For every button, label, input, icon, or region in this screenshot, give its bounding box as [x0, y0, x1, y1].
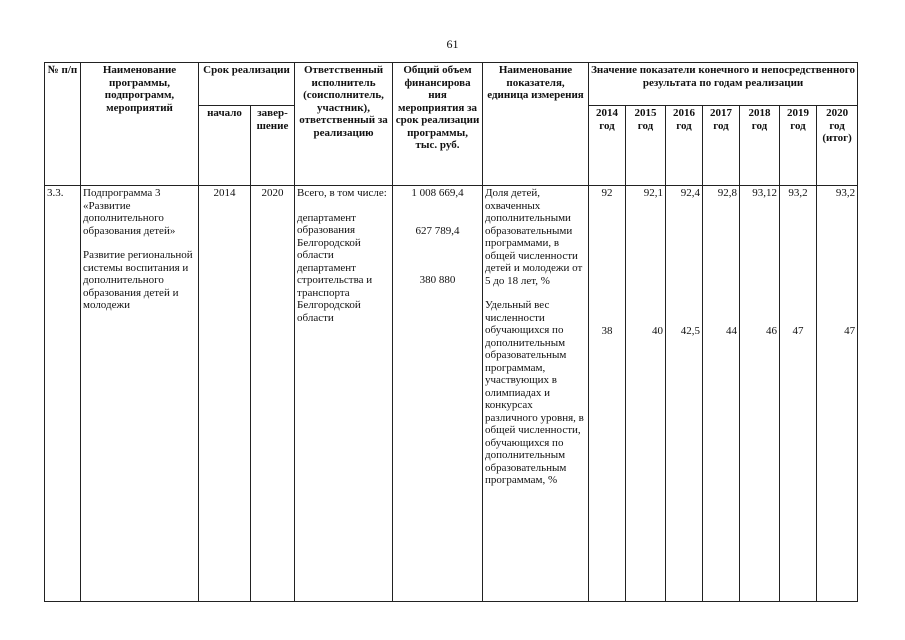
- header-name: Наименование программы, подпрограмм, мероприятий: [81, 63, 199, 186]
- activity-name: Развитие региональной системы воспитания и дополнительного образования детей и молодежи: [83, 249, 193, 311]
- responsible-construction: департамент строительства и транспорта Белгородской области: [297, 261, 373, 324]
- header-year: 2016 год: [666, 106, 703, 186]
- value-cell: 92,4 42,5: [666, 186, 703, 602]
- header-year: 2015 год: [626, 106, 666, 186]
- page-number: 61: [446, 37, 459, 51]
- header-year: 2020 год (итог): [817, 106, 858, 186]
- row-end: 2020: [251, 186, 295, 602]
- responsible-total: Всего, в том числе:: [297, 187, 387, 199]
- value-cell: 92,8 44: [703, 186, 740, 602]
- value-cell: 92 38: [589, 186, 626, 602]
- header-period-end: завер-шение: [251, 106, 295, 186]
- funding-total: 1 008 669,4: [411, 187, 464, 199]
- funding-education: 627 789,4: [415, 224, 460, 237]
- header-funding: Общий объем финансирова ния мероприятия за срок реализации программы, тыс. руб.: [393, 63, 483, 186]
- indicator-2: Удельный вес численности обучающихся по дополнительным образовательным программам, участвующих в олимпиадах и конкурсах различного уровня, в общей численности, обучающихся по дополнительным образовательным программам, %: [485, 299, 584, 486]
- row-num: 3.3.: [45, 186, 81, 602]
- header-year: 2019 год: [780, 106, 817, 186]
- header-period-start: начало: [199, 106, 251, 186]
- header-values-title: Значение показатели конечного и непосредственного результата по годам реализации: [589, 63, 858, 106]
- header-year: 2014 год: [589, 106, 626, 186]
- row-funding: [393, 186, 483, 602]
- row-start: 2014: [199, 186, 251, 602]
- row-responsible: [295, 186, 393, 602]
- indicator-1: Доля детей, охваченных дополнительными образовательными программами, в общей численности детей и молодежи от 5 до 18 лет, %: [485, 187, 583, 287]
- header-responsible: Ответственный исполнитель (соисполнитель, участник), ответственный за реализацию: [295, 63, 393, 186]
- subprogram-name: Подпрограмма 3 «Развитие дополнительного образования детей»: [83, 187, 176, 237]
- funding-construction: 380 880: [419, 274, 456, 286]
- responsible-education: департамент образования Белгородской области: [297, 211, 361, 261]
- header-num: № п/п: [45, 63, 81, 186]
- header-indicator: Наименование показателя, единица измерения: [483, 63, 589, 186]
- program-table: [44, 62, 858, 602]
- value-cell: 93,2 47: [817, 186, 858, 602]
- row-name: [81, 186, 199, 602]
- header-period: Срок реализации: [199, 63, 295, 106]
- row-indicator: [483, 186, 589, 602]
- value-cell: 92,1 40: [626, 186, 666, 602]
- header-year: 2017 год: [703, 106, 740, 186]
- value-cell: 93,2 47: [780, 186, 817, 602]
- table-row: [45, 186, 858, 602]
- header-year: 2018 год: [740, 106, 780, 186]
- value-cell: 93,12 46: [740, 186, 780, 602]
